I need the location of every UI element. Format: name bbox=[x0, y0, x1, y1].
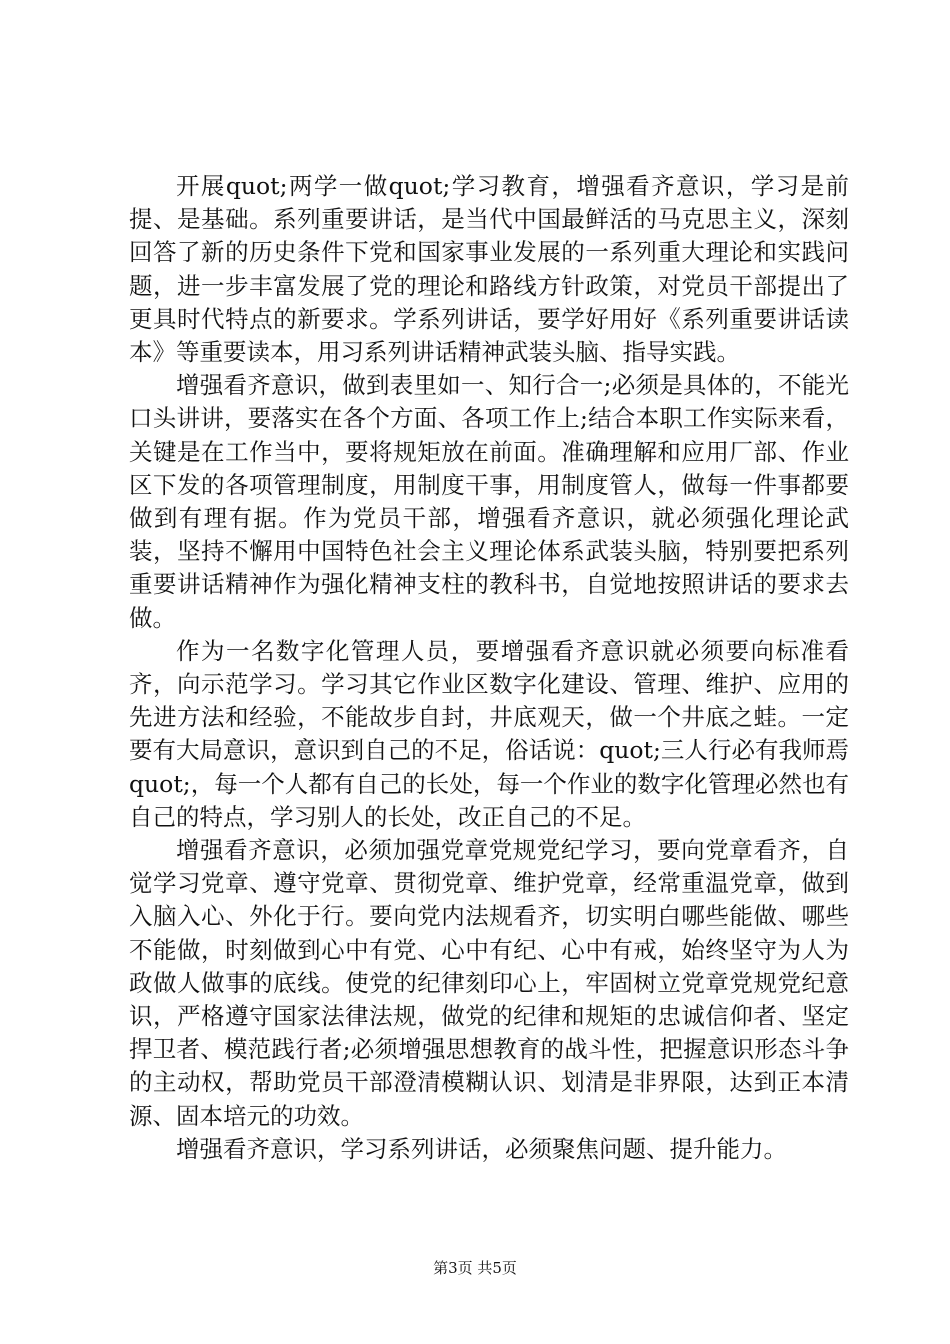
paragraph-4: 增强看齐意识，必须加强党章党规党纪学习，要向党章看齐，自觉学习党章、遵守党章、贯彻党章、维护党章，经常重温党章，做到入脑入心、外化于行。要向党内法规看齐，切实明白哪些能做、哪些不能做，时刻做到心中有党、心中有纪、心中有戒，始终坚守为人为政做人做事的底线。使党的纪律刻印心上，牢固树立党章党规党纪意识，严格遵守国家法律法规，做党的纪律和规矩的忠诚信仰者、坚定捍卫者、模范践行者;必须增强思想教育的战斗性，把握意识形态斗争的主动权，帮助党员干部澄清模糊认识、划清是非界限，达到正本清源、固本培元的功效。 bbox=[129, 836, 849, 1130]
paragraph-3: 作为一名数字化管理人员，要增强看齐意识就必须要向标准看齐，向示范学习。学习其它作业区数字化建设、管理、维护、应用的先进方法和经验，不能故步自封，井底观天，做一个井底之蛙。一定要有大局意识，意识到自己的不足，俗话说：quot;三人行必有我师焉quot;，每一个人都有自己的长处，每一个作业的数字化管理必然也有自己的特点，学习别人的长处，改正自己的不足。 bbox=[129, 636, 849, 831]
document-body bbox=[129, 170, 849, 1166]
paragraph-1: 开展quot;两学一做quot;学习教育，增强看齐意识，学习是前提、是基础。系列重要讲话，是当代中国最鲜活的马克思主义，深刻回答了新的历史条件下党和国家事业发展的一系列重大理论和实践问题，进一步丰富发展了党的理论和路线方针政策，对党员干部提出了更具时代特点的新要求。学系列讲话，要学好用好《系列重要讲话读本》等重要读本，用习系列讲话精神武装头脑、指导实践。 bbox=[129, 172, 849, 367]
paragraph-2: 增强看齐意识，做到表里如一、知行合一;必须是具体的，不能光口头讲讲，要落实在各个方面、各项工作上;结合本职工作实际来看，关键是在工作当中，要将规矩放在前面。准确理解和应用厂部、作业区下发的各项管理制度，用制度干事，用制度管人，做每一件事都要做到有理有据。作为党员干部，增强看齐意识，就必须强化理论武装，坚持不懈用中国特色社会主义理论体系武装头脑，特别要把系列重要讲话精神作为强化精神支柱的教科书，自觉地按照讲话的要求去做。 bbox=[129, 371, 849, 632]
page-number-footer: 第3页 共5页 bbox=[433, 1259, 517, 1277]
paragraph-5: 增强看齐意识，学习系列讲话，必须聚焦问题、提升能力。 bbox=[176, 1134, 787, 1163]
